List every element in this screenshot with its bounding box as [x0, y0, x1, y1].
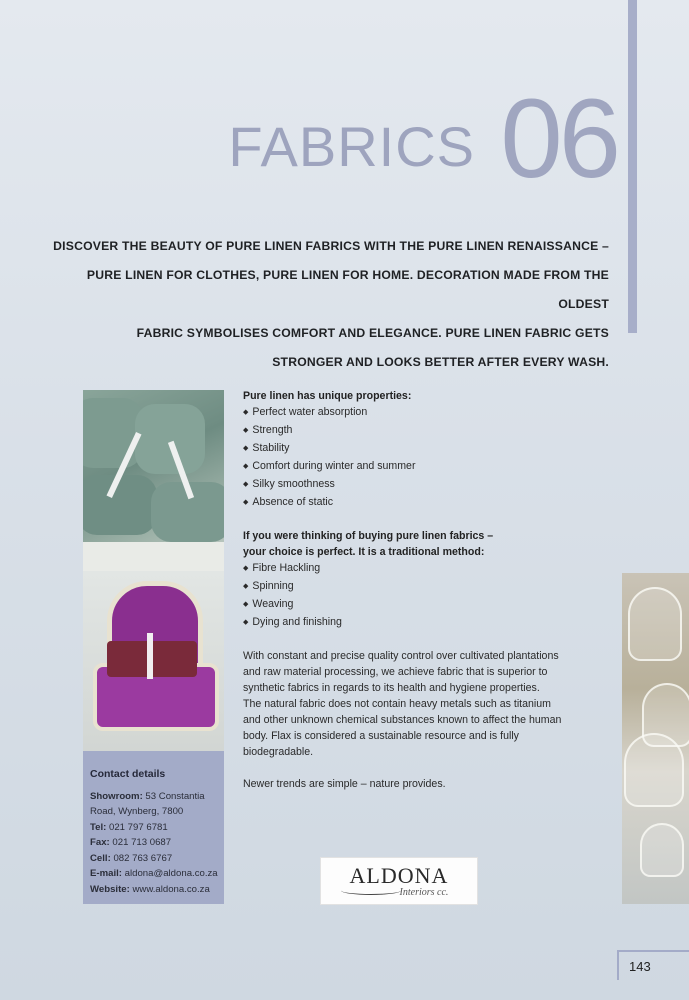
- tel-line: Tel: 021 797 6781: [90, 821, 168, 833]
- section-title: [0, 76, 625, 201]
- properties-list: [243, 404, 588, 512]
- intro-line: DISCOVER THE BEAUTY OF PURE LINEN FABRICS WITH THE PURE LINEN RENAISSANCE –: [53, 239, 609, 253]
- list-item: ◆ Spinning: [243, 578, 588, 596]
- intro-line: STRONGER AND LOOKS BETTER AFTER EVERY WASH.: [272, 355, 609, 369]
- aldona-logo: [320, 857, 478, 905]
- list-item: ◆ Stability: [243, 440, 588, 458]
- method-heading-2: your choice is perfect. It is a traditional method:: [243, 546, 485, 558]
- email-line: E-mail: aldona@aldona.co.za: [90, 868, 218, 879]
- logo-brand: ALDONA: [349, 863, 449, 888]
- paragraph-line: body. Flax is considered a sustainable resource and is fully: [243, 730, 519, 742]
- page-number: 143: [617, 950, 689, 980]
- intro-line: PURE LINEN FOR CLOTHES, PURE LINEN FOR HOME. DECORATION MADE FROM THE OLDEST: [86, 268, 609, 311]
- showroom-line: Showroom: 53 Constantia: [90, 790, 205, 802]
- showroom-line-2: Road, Wynberg, 7800: [90, 806, 184, 817]
- method-heading-1: If you were thinking of buying pure linen fabrics –: [243, 530, 494, 542]
- paragraph-line: and raw material processing, we achieve fabric that is superior to: [243, 666, 548, 678]
- paragraph-line: and other unknown chemical substances known to affect the human: [243, 714, 562, 726]
- list-item: ◆ Dying and finishing: [243, 614, 588, 632]
- linen-rolls-photo: [83, 390, 224, 571]
- contact-details-box: [83, 751, 224, 904]
- intro-text: [49, 232, 609, 377]
- paragraph-line: With constant and precise quality control over cultivated plantations: [243, 650, 559, 662]
- method-list: [243, 560, 588, 632]
- list-item: ◆ Weaving: [243, 596, 588, 614]
- list-item: ◆ Strength: [243, 422, 588, 440]
- accent-bar: [628, 0, 637, 333]
- paragraph-line: biodegradable.: [243, 746, 314, 758]
- properties-heading: Pure linen has unique properties:: [243, 390, 412, 402]
- title-word: FABRICS: [228, 115, 475, 178]
- list-item: ◆ Comfort during winter and summer: [243, 458, 588, 476]
- paragraph-line: synthetic fabrics in regards to its health and hygiene properties.: [243, 682, 540, 694]
- logo-swoosh: [341, 886, 401, 895]
- logo-subtitle: Interiors cc.: [399, 887, 449, 898]
- fax-line: Fax: 021 713 0687: [90, 837, 172, 848]
- intro-line: FABRIC SYMBOLISES COMFORT AND ELEGANCE. PURE LINEN FABRIC GETS: [136, 326, 609, 340]
- contact-heading: Contact details: [90, 768, 166, 780]
- body-text: [243, 388, 588, 792]
- list-item: ◆ Silky smoothness: [243, 476, 588, 494]
- paragraph-line: The natural fabric does not contain heavy metals such as titanium: [243, 698, 551, 710]
- glassware-photo: [622, 573, 689, 904]
- title-number: 06: [500, 76, 617, 201]
- website-line: Website: www.aldona.co.za: [90, 883, 210, 895]
- list-item: ◆ Absence of static: [243, 494, 588, 512]
- list-item: ◆ Fibre Hackling: [243, 560, 588, 578]
- cell-line: Cell: 082 763 6767: [90, 852, 173, 864]
- list-item: ◆ Perfect water absorption: [243, 404, 588, 422]
- closing-line: Newer trends are simple – nature provides.: [243, 778, 446, 790]
- purple-chair-photo: [83, 571, 224, 751]
